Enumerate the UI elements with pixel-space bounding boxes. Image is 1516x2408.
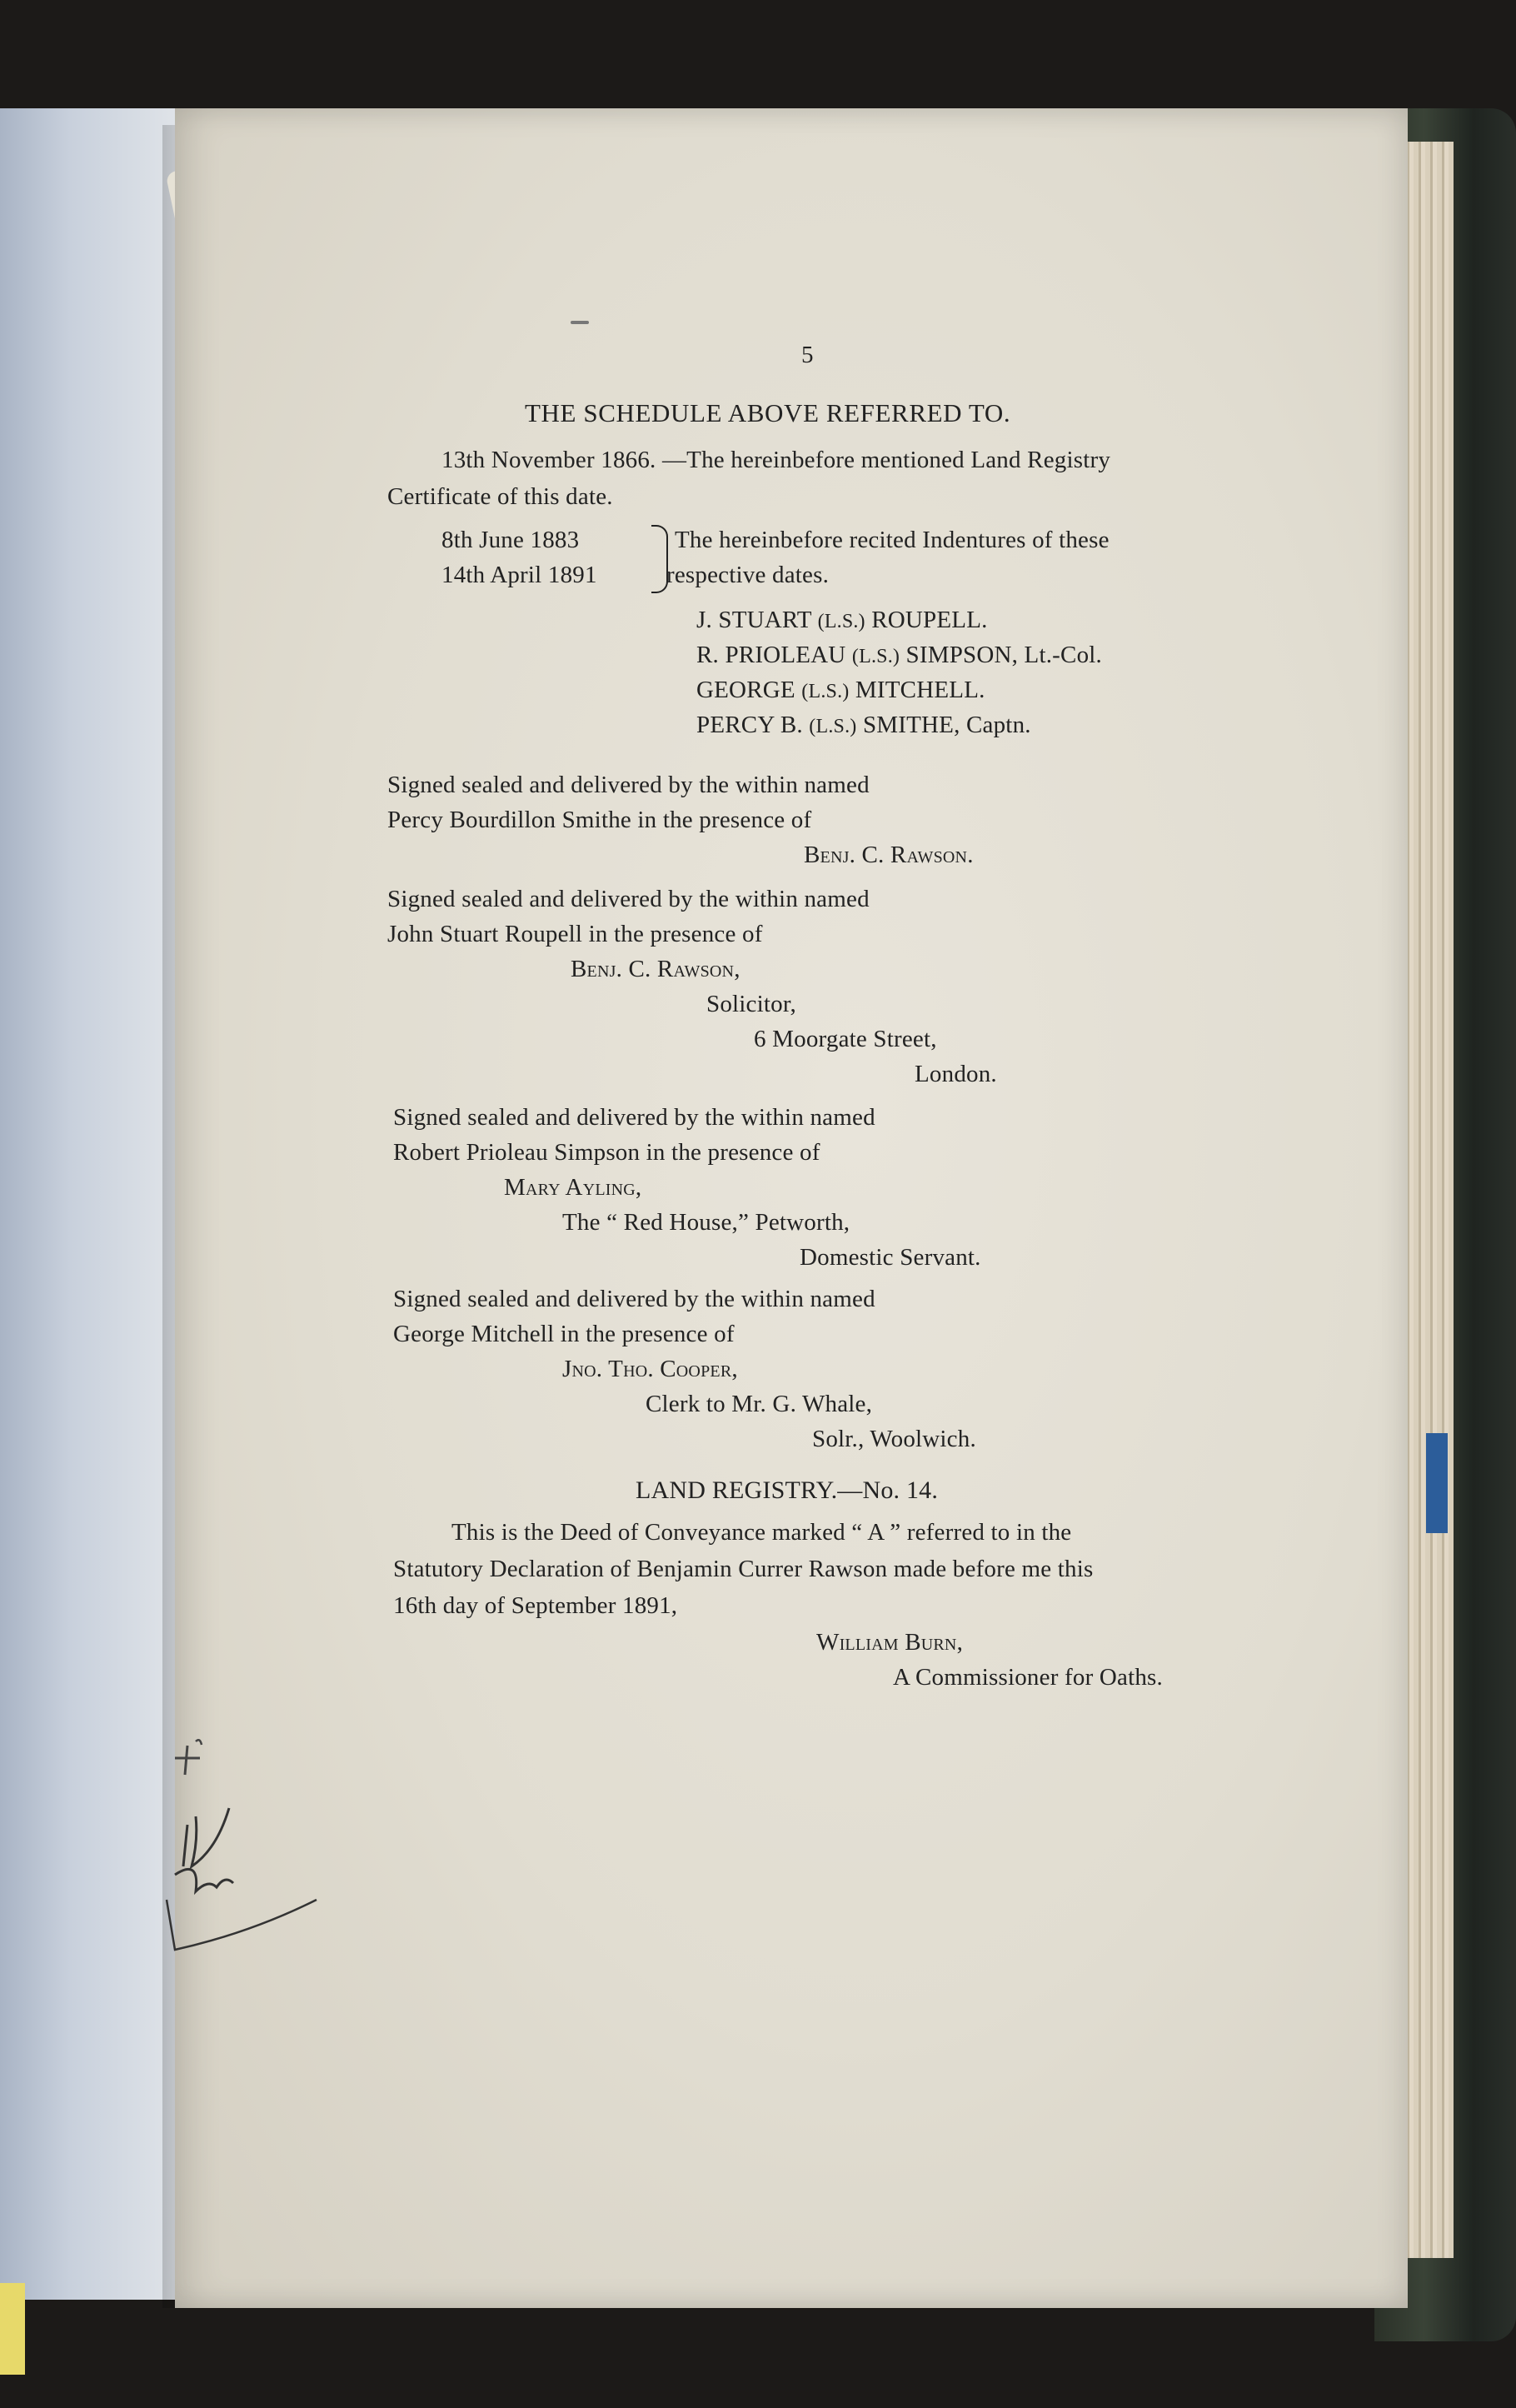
- attestation-3-detail-2: Domestic Servant.: [800, 1244, 981, 1271]
- signatory-mitchell: [696, 678, 985, 702]
- signatory-smithe: [696, 713, 1031, 737]
- signatory-name-last: SMITHE, Captn.: [862, 712, 1031, 738]
- seal-mark: (L.S.): [809, 716, 857, 737]
- signatory-name-first: PERCY B.: [696, 712, 803, 738]
- schedule-line-2: Certificate of this date.: [387, 483, 613, 510]
- attestation-2-line-1: Signed sealed and delivered by the within named: [387, 886, 870, 912]
- seal-mark: (L.S.): [801, 681, 850, 702]
- signatory-name-last: SIMPSON, Lt.-Col.: [905, 642, 1102, 668]
- attestation-4-line-1: Signed sealed and delivered by the within named: [393, 1286, 875, 1312]
- attestation-1-line-1: Signed sealed and delivered by the within named: [387, 772, 870, 798]
- seal-mark: (L.S.): [851, 646, 900, 667]
- schedule-heading: THE SCHEDULE ABOVE REFERRED TO.: [525, 398, 1011, 427]
- attestation-4-witness: Jno. Tho. Cooper,: [562, 1356, 738, 1382]
- attestation-3-line-1: Signed sealed and delivered by the within named: [393, 1104, 875, 1131]
- attestation-3-line-2: Robert Prioleau Simpson in the presence of: [393, 1139, 820, 1166]
- page-number: 5: [801, 342, 814, 368]
- attestation-2-witness: Benj. C. Rawson,: [571, 956, 741, 982]
- attestation-3-witness: Mary Ayling,: [504, 1174, 642, 1201]
- commissioner-title: A Commissioner for Oaths.: [893, 1664, 1163, 1691]
- land-registry-line-2: Statutory Declaration of Benjamin Currer Rawson made before me this: [393, 1556, 1094, 1582]
- attestation-1-witness: Benj. C. Rawson.: [804, 842, 974, 868]
- brace-line-1: The hereinbefore recited Indentures of these: [675, 527, 1110, 553]
- left-tissue-leaf: [0, 108, 175, 2300]
- land-registry-line-3: 16th day of September 1891,: [393, 1592, 678, 1619]
- blue-tab: [1426, 1433, 1448, 1533]
- land-registry-line-1: This is the Deed of Conveyance marked “ A ” referred to in the: [451, 1519, 1072, 1546]
- signatory-roupell: [696, 608, 988, 632]
- attestation-2-detail-3: London.: [915, 1061, 997, 1087]
- brace-mark: [651, 525, 668, 593]
- attestation-4-detail-1: Clerk to Mr. G. Whale,: [646, 1391, 873, 1417]
- signatory-simpson: [696, 643, 1102, 667]
- attestation-2-line-2: John Stuart Roupell in the presence of: [387, 921, 763, 947]
- brace-line-2: respective dates.: [666, 562, 830, 588]
- schedule-date-1: 8th June 1883: [441, 527, 580, 553]
- yellow-tag: [0, 2283, 25, 2375]
- schedule-line-1: 13th November 1866. —The hereinbefore mentioned Land Registry: [441, 447, 1111, 473]
- attestation-1-line-2: Percy Bourdillon Smithe in the presence of: [387, 807, 812, 833]
- signatory-name-first: J. STUART: [696, 607, 812, 633]
- signatory-name-last: ROUPELL.: [871, 607, 988, 633]
- signatory-name-first: R. PRIOLEAU: [696, 642, 846, 668]
- signatory-name-last: MITCHELL.: [855, 677, 985, 703]
- document-page: [175, 108, 1408, 2308]
- schedule-date-2: 14th April 1891: [441, 562, 597, 588]
- commissioner-name: William Burn,: [816, 1629, 964, 1656]
- signatory-name-first: GEORGE: [696, 677, 795, 703]
- ink-speck: [571, 321, 589, 324]
- attestation-4-detail-2: Solr., Woolwich.: [812, 1426, 976, 1452]
- pencil-annotations: [150, 1733, 333, 1983]
- land-registry-heading: LAND REGISTRY.—No. 14.: [636, 1476, 939, 1504]
- attestation-4-line-2: George Mitchell in the presence of: [393, 1321, 735, 1347]
- attestation-2-detail-2: 6 Moorgate Street,: [754, 1026, 937, 1052]
- attestation-3-detail-1: The “ Red House,” Petworth,: [562, 1209, 850, 1236]
- attestation-2-detail-1: Solicitor,: [706, 991, 796, 1017]
- seal-mark: (L.S.): [817, 611, 865, 632]
